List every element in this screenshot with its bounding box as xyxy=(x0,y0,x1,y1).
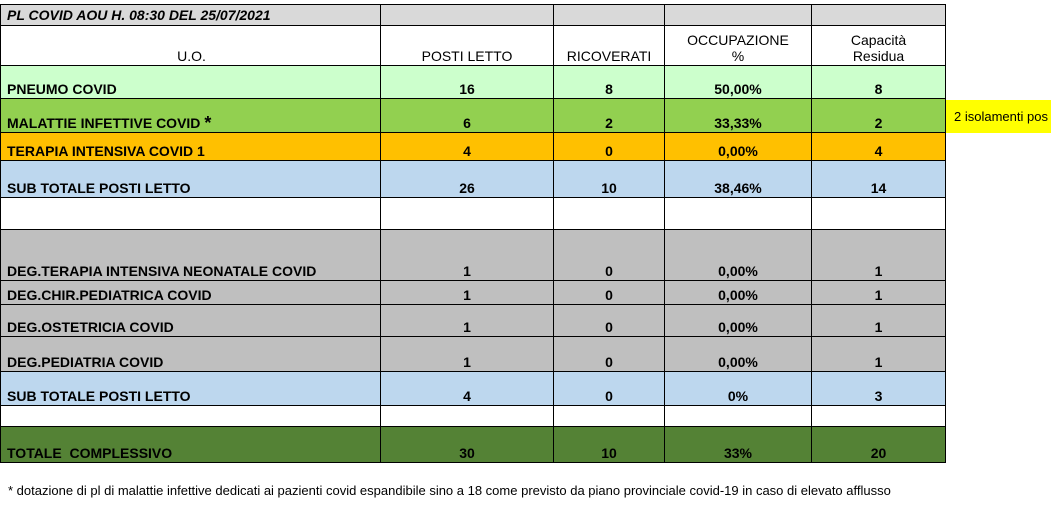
empty-cell xyxy=(812,198,946,230)
total-row xyxy=(0,427,946,463)
row-posti: 4 xyxy=(381,133,554,161)
row-occupazione: 50,00% xyxy=(665,66,812,99)
row-ricoverati: 0 xyxy=(554,337,665,372)
title-filler xyxy=(381,4,554,26)
row-occupazione: 33,33% xyxy=(665,99,812,133)
empty-cell xyxy=(665,406,812,427)
header-capacita-line2: Residua xyxy=(852,48,905,64)
empty-row xyxy=(0,198,946,230)
row-occupazione: 0,00% xyxy=(665,337,812,372)
header-occupazione-line1: OCCUPAZIONE xyxy=(687,32,789,48)
empty-cell xyxy=(0,406,381,427)
row-uo: PNEUMO COVID xyxy=(0,66,381,99)
row-uo: SUB TOTALE POSTI LETTO xyxy=(0,161,381,198)
row-uo: DEG.PEDIATRIA COVID xyxy=(0,337,381,372)
subtotal-row xyxy=(0,161,946,198)
row-posti: 1 xyxy=(381,305,554,337)
row-capacita: 1 xyxy=(812,337,946,372)
row-ricoverati: 2 xyxy=(554,99,665,133)
table-row xyxy=(0,337,946,372)
header-capacita xyxy=(812,26,946,66)
row-ricoverati: 8 xyxy=(554,66,665,99)
footnote: * dotazione di pl di malattie infettive dedicati ai pazienti covid espandibile sino a 18 come previsto da piano provinciale covid-19 in caso di elevato afflusso xyxy=(8,483,891,498)
row-uo: MALATTIE INFETTIVE COVID xyxy=(7,115,201,131)
row-occupazione: 0% xyxy=(665,372,812,406)
table-row xyxy=(0,99,946,133)
row-ricoverati: 0 xyxy=(554,281,665,305)
empty-row xyxy=(0,406,946,427)
row-ricoverati: 0 xyxy=(554,133,665,161)
row-ricoverati: 0 xyxy=(554,305,665,337)
row-capacita: 14 xyxy=(812,161,946,198)
row-occupazione: 0,00% xyxy=(665,230,812,281)
header-ricoverati: RICOVERATI xyxy=(554,26,665,66)
empty-cell xyxy=(381,198,554,230)
header-posti-letto: POSTI LETTO xyxy=(381,26,554,66)
row-uo-cell xyxy=(0,99,381,133)
empty-cell xyxy=(665,198,812,230)
row-ricoverati: 0 xyxy=(554,230,665,281)
row-posti: 1 xyxy=(381,230,554,281)
total-label: TOTALE COMPLESSIVO xyxy=(7,445,173,461)
row-posti: 6 xyxy=(381,99,554,133)
row-capacita: 1 xyxy=(812,281,946,305)
row-uo xyxy=(0,427,381,463)
row-posti: 4 xyxy=(381,372,554,406)
empty-cell xyxy=(812,406,946,427)
title-filler xyxy=(554,4,665,26)
row-uo-cell xyxy=(0,230,381,281)
header-row xyxy=(0,26,946,66)
header-capacita-line1: Capacità xyxy=(850,32,907,48)
header-uo: U.O. xyxy=(0,26,381,66)
table-row xyxy=(0,66,946,99)
row-occupazione: 0,00% xyxy=(665,281,812,305)
side-note: 2 isolamenti pos xyxy=(946,100,1051,133)
row-uo: TERAPIA INTENSIVA COVID 1 xyxy=(0,133,381,161)
row-occupazione: 38,46% xyxy=(665,161,812,198)
empty-cell xyxy=(554,198,665,230)
table-row xyxy=(0,305,946,337)
table-row xyxy=(0,133,946,161)
row-posti: 30 xyxy=(381,427,554,463)
row-uo: SUB TOTALE POSTI LETTO xyxy=(0,372,381,406)
row-posti: 1 xyxy=(381,337,554,372)
row-uo: DEG.TERAPIA INTENSIVA NEONATALE COVID xyxy=(7,263,317,279)
row-capacita: 4 xyxy=(812,133,946,161)
subtotal-row xyxy=(0,372,946,406)
empty-cell xyxy=(0,198,381,230)
header-occupazione-line2: % xyxy=(731,48,745,64)
row-ricoverati: 10 xyxy=(554,161,665,198)
row-posti: 26 xyxy=(381,161,554,198)
row-capacita: 3 xyxy=(812,372,946,406)
row-posti: 1 xyxy=(381,281,554,305)
title-filler xyxy=(812,4,946,26)
row-capacita: 8 xyxy=(812,66,946,99)
header-occupazione xyxy=(665,26,812,66)
row-ricoverati: 0 xyxy=(554,372,665,406)
row-occupazione: 0,00% xyxy=(665,305,812,337)
footnote-marker: * xyxy=(204,113,212,133)
table-row xyxy=(0,230,946,281)
table-row xyxy=(0,281,946,305)
row-posti: 16 xyxy=(381,66,554,99)
row-ricoverati: 10 xyxy=(554,427,665,463)
title-row xyxy=(0,4,946,26)
row-occupazione: 0,00% xyxy=(665,133,812,161)
row-capacita: 1 xyxy=(812,305,946,337)
row-capacita: 1 xyxy=(812,230,946,281)
row-uo: DEG.CHIR.PEDIATRICA COVID xyxy=(0,281,381,305)
row-capacita: 20 xyxy=(812,427,946,463)
row-occupazione: 33% xyxy=(665,427,812,463)
empty-cell xyxy=(381,406,554,427)
table-title: PL COVID AOU H. 08:30 DEL 25/07/2021 xyxy=(0,4,381,26)
empty-cell xyxy=(554,406,665,427)
row-capacita: 2 xyxy=(812,99,946,133)
row-uo: DEG.OSTETRICIA COVID xyxy=(0,305,381,337)
title-filler xyxy=(665,4,812,26)
